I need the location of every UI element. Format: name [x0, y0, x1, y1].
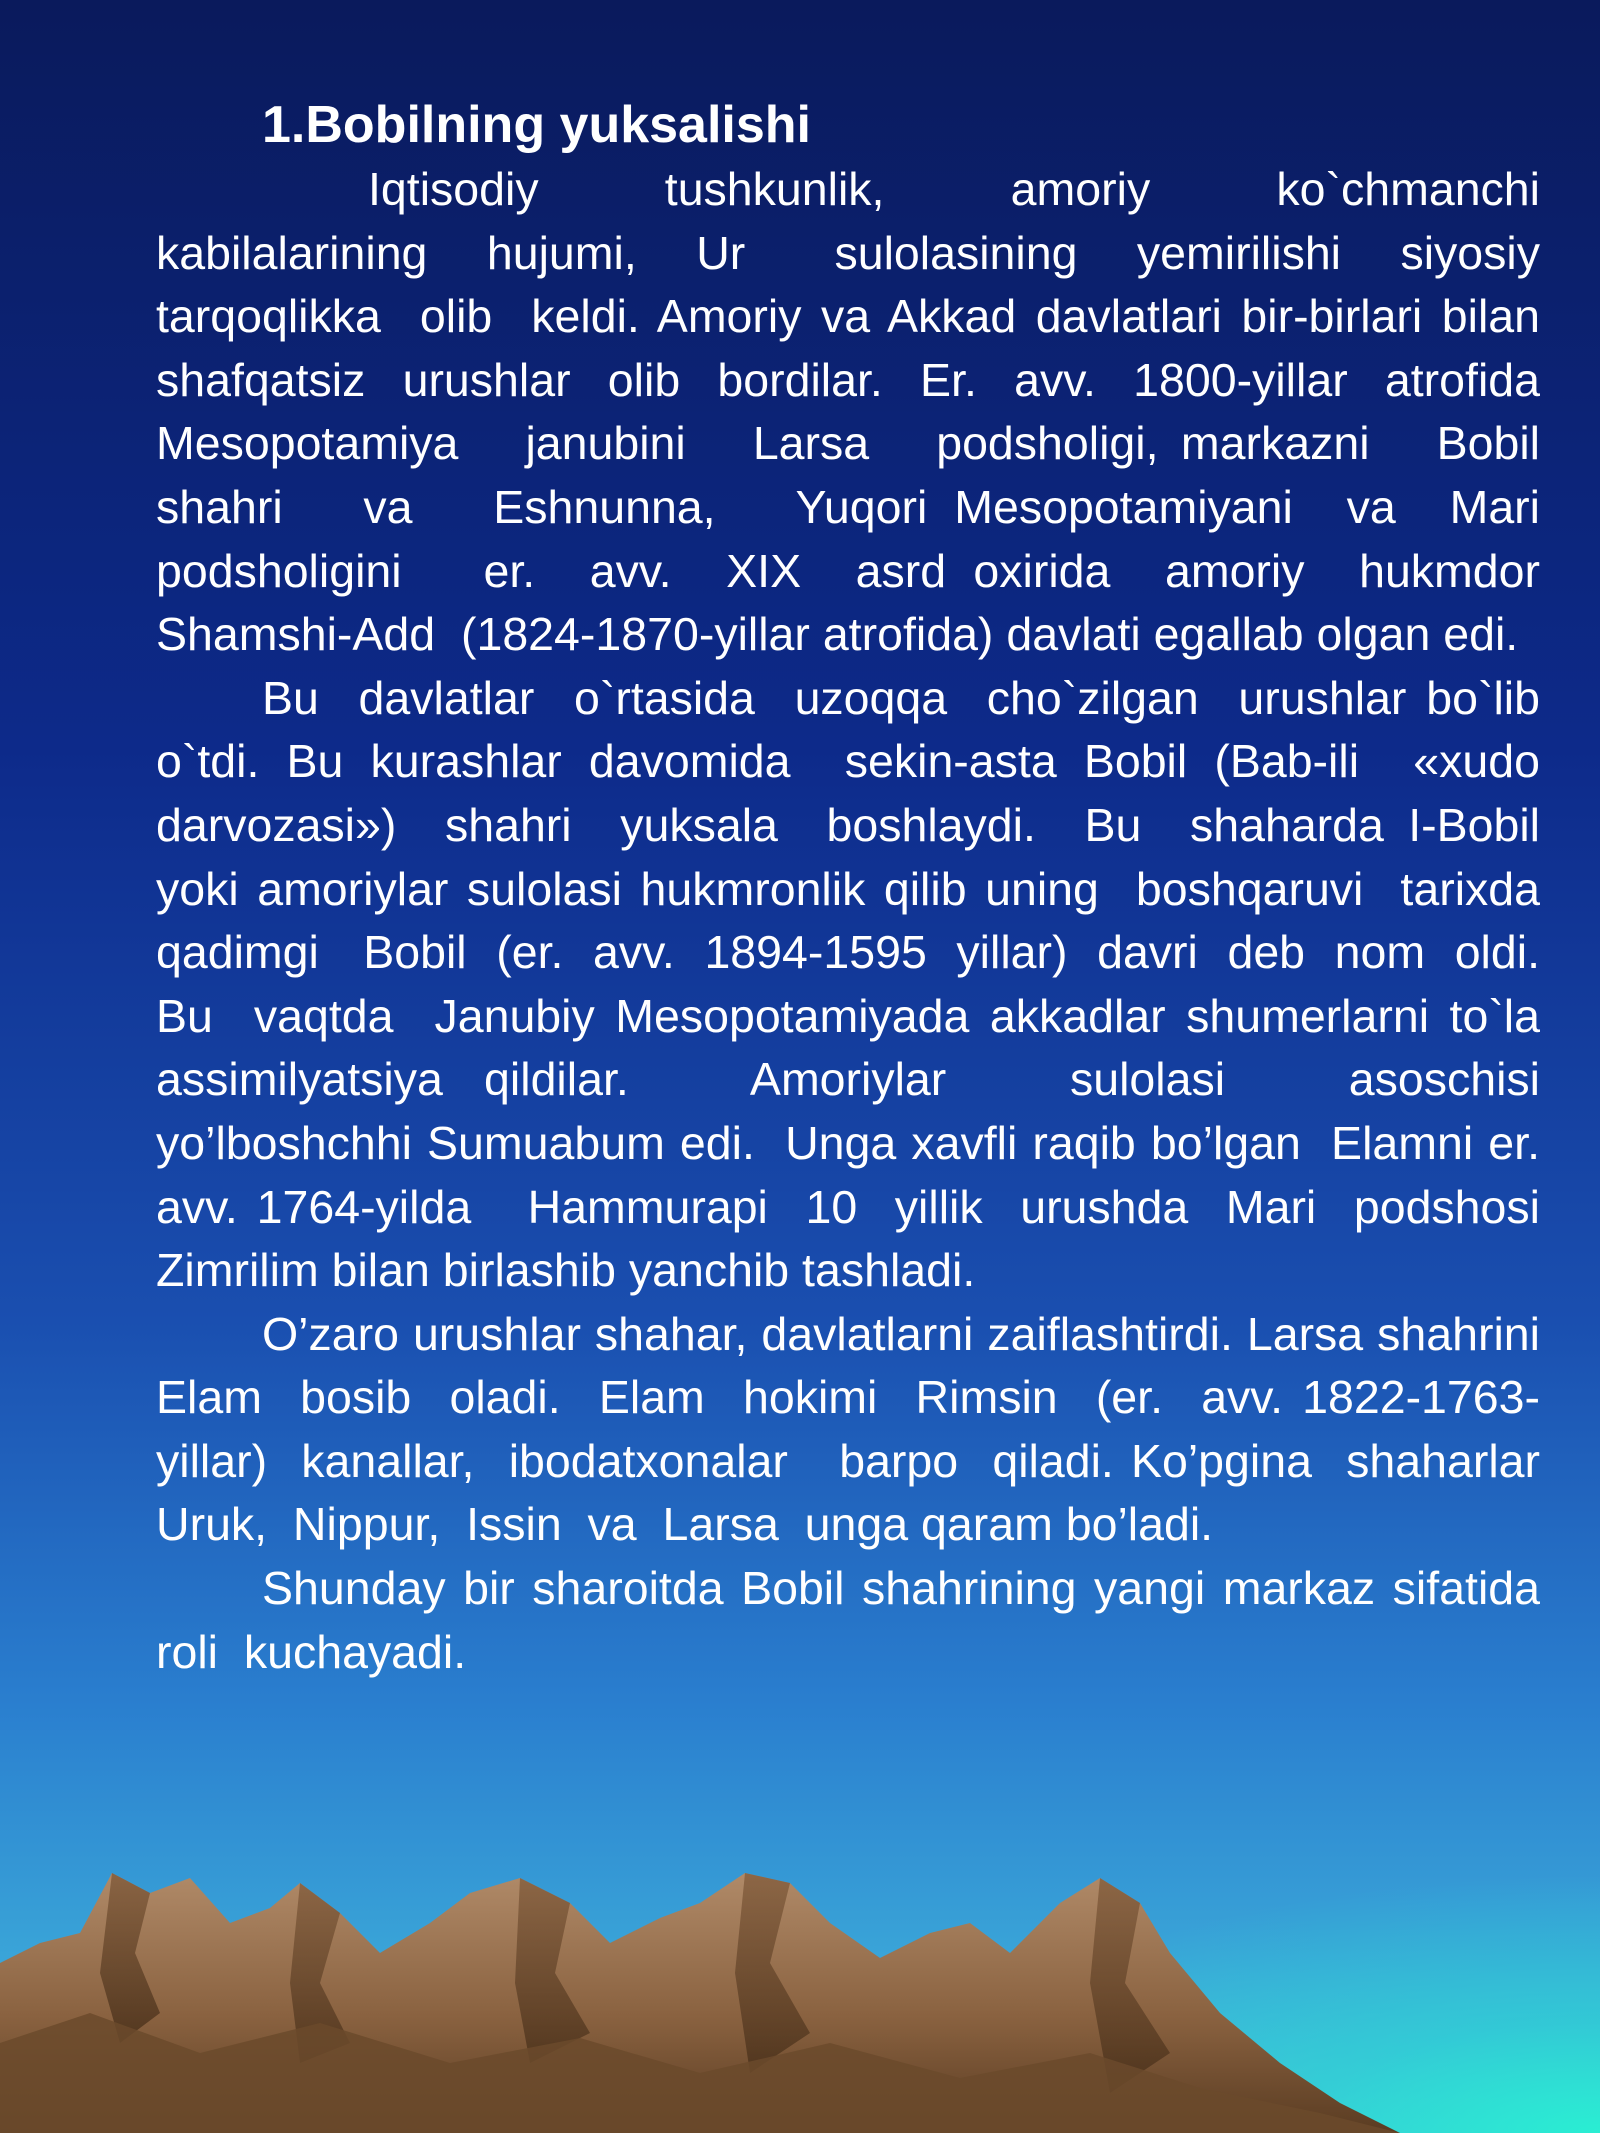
section-title: 1.Bobilning yuksalishi [262, 96, 811, 154]
mountains-illustration [0, 1863, 1600, 2133]
paragraph-3: O’zaro urushlar shahar, davlatlarni zaiflashtirdi. Larsa shahrini Elam bosib oladi. Elam hokimi Rimsin (er. avv. 1822-1763-yillar) kanallar, ibodatxonalar barpo qiladi. Ko’pgina shaharlar Uruk, Nippur, Issin va Larsa unga qaram bo’ladi. [156, 1307, 1579, 1551]
text-body [156, 92, 1592, 1684]
paragraph-2: Bu davlatlar o`rtasida uzoqqa cho`zilgan urushlar bo`lib o`tdi. Bu kurashlar davomida sekin-asta Bobil (Bab-ili «xudo darvozasi») shahri yuksala boshlaydi. Bu shaharda I-Bobil yoki amoriylar sulolasi hukmronlik qilib uning boshqaruvi tarixda qadimgi Bobil (er. avv. 1894-1595 yillar) davri deb nom oldi. Bu vaqtda Janubiy Mesopotamiyada akkadlar shumerlarni to`la assimilyatsiya qildilar. Amoriylar sulolasi asoschisi yo’lboshchhi Sumuabum edi. Unga xavfli raqib bo’lgan Elamni er. avv. 1764-yilda Hammurapi 10 yillik urushda Mari podshosi Zimrilim bilan birlashib yanchib tashladi. [156, 671, 1592, 1297]
paragraph-1: Iqtisodiy tushkunlik, amoriy ko`chmanchi kabilalarining hujumi, Ur sulolasining yemirilishi siyosiy tarqoqlikka olib keldi. Amoriy va Akkad davlatlari bir-birlari bilan shafqatsiz urushlar olib bordilar. Er. avv. 1800-yillar atrofida Mesopotamiya janubini Larsa podsholigi, markazni Bobil shahri va Eshnunna, Yuqori Mesopotamiyani va Mari podsholigini er. avv. XIX asrd oxirida amoriy hukmdor Shamshi-Add (1824-1870-yillar atrofida) davlati egallab olgan edi. [156, 163, 1579, 661]
paragraph-4: Shunday bir sharoitda Bobil shahrining yangi markaz sifatida roli kuchayadi. [156, 1562, 1553, 1678]
